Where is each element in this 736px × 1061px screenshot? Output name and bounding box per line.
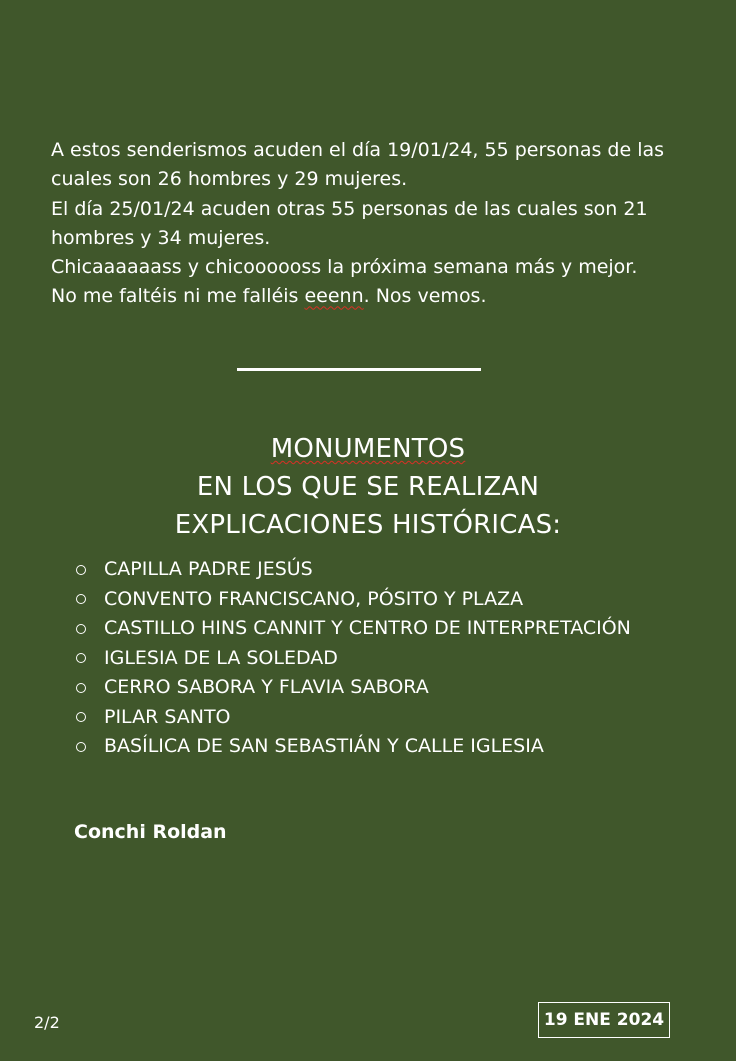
date-box: [538, 1002, 670, 1038]
circle-bullet-icon: [76, 653, 86, 663]
monuments-list: [76, 555, 631, 762]
list-item-label: CONVENTO FRANCISCANO, PÓSITO Y PLAZA: [104, 587, 524, 610]
circle-bullet-icon: [76, 565, 86, 575]
list-item-label: CAPILLA PADRE JESÚS: [104, 558, 313, 580]
list-item: [76, 703, 631, 733]
circle-bullet-icon: [76, 594, 86, 604]
intro-text: [51, 136, 691, 312]
list-item-label: BASÍLICA DE SAN SEBASTIÁN Y CALLE IGLESIA: [104, 735, 544, 757]
list-item: [76, 673, 631, 703]
circle-bullet-icon: [76, 683, 86, 693]
list-item: [76, 585, 631, 615]
list-item-label: CASTILLO HINS CANNIT Y CENTRO DE INTERPRETACIÓN: [104, 617, 631, 639]
intro-line-2: El día 25/01/24 acuden otras 55 personas de las cuales son 21 hombres y 34 mujeres.: [51, 197, 648, 249]
spellcheck-flagged-word: eeenn: [304, 285, 364, 308]
section-title-line-2: EXPLICACIONES HISTÓRICAS:: [174, 510, 562, 540]
date-label: 19 ENE 2024: [543, 1010, 665, 1030]
list-item-label: CERRO SABORA Y FLAVIA SABORA: [104, 676, 429, 698]
intro-line-1: A estos senderismos acuden el día 19/01/24, 55 personas de las cuales son 26 hombres y 29 mujeres.: [51, 139, 665, 191]
list-item: [76, 555, 631, 585]
list-item: [76, 732, 631, 762]
intro-line-4: [51, 282, 691, 311]
intro-line-3: Chicaaaaaass y chicoooooss la próxima semana más y mejor.: [51, 256, 638, 279]
page-number: 2/2: [34, 1013, 60, 1032]
author-name: Conchi Roldan: [74, 821, 227, 843]
section-title-flagged-word: MONUMENTOS: [270, 434, 466, 464]
list-item: [76, 614, 631, 644]
circle-bullet-icon: [76, 712, 86, 722]
circle-bullet-icon: [76, 624, 86, 634]
circle-bullet-icon: [76, 742, 86, 752]
list-item-label: IGLESIA DE LA SOLEDAD: [104, 646, 338, 669]
list-item: [76, 644, 631, 674]
horizontal-divider: [237, 368, 481, 371]
intro-line-4-start: No me faltéis ni me falléis: [51, 285, 305, 308]
section-title-rest: EN LOS QUE SE REALIZAN: [196, 472, 540, 502]
section-title-line-1: [60, 430, 676, 506]
intro-line-4-end: . Nos vemos.: [363, 285, 487, 308]
section-title: [60, 430, 676, 544]
list-item-label: PILAR SANTO: [104, 705, 231, 728]
